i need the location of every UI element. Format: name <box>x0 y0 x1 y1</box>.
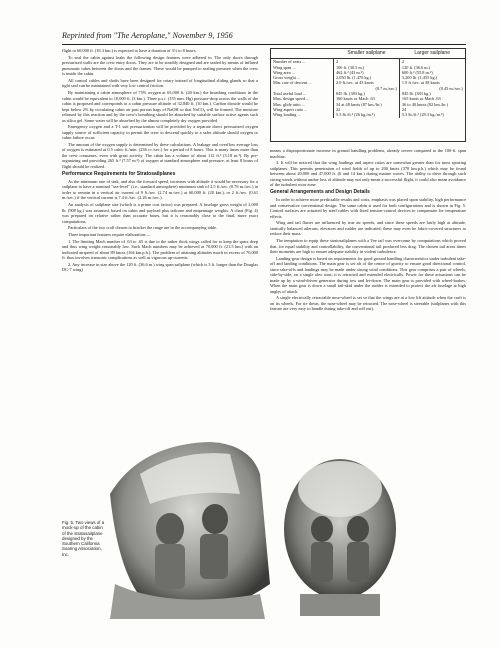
paragraph: 3. It will be noticed that the wing loadings and aspect ratios are somewhat greater than for most sporting sailplanes. This permits penetration of wind fields of up to 200 knots (370 km.p.h.) which may be found between about 20,000 and 47,000 ft. (6 and 14 km.) during mature waves. The ability to drive through such strong winds without undue loss of altitude may not only mean a successful flight, it could also mean avoidance of the turbulent rotor zone. <box>270 160 466 188</box>
table-header: Larger sailplane <box>399 49 465 59</box>
paragraph: An analysis of sailplane size (which is a prime cost factor) was prepared. A fuselage gross weight of 2,000 lb. (908 kg.) was assumed, based on cabin and payload plus tailcone and empennage weights. A chart (Fig. 4) was prepared on relative rather than accurate bases, but it is reasonably close to the final, more exact computations. <box>62 202 258 224</box>
paragraph: As the minimum rate of sink, and also the forward speed, increases with altitude it would be necessary for a sailplane to have a nominal "sea-level" (i.e., standard atmosphere) minimum sink of 2.5 ft./sec. (0.76 m./sec.) in order to remain in a vertical air current of 9 ft./sec. (2.74 m./sec.) at 60,000 ft. (20 km.), or 2 ft./sec. (0.61 m./sec.) if the vertical current is 7.4 ft./sec. (2.26 m./sec.). <box>62 178 258 201</box>
cabin-mockup-photos <box>100 434 400 624</box>
row-label: Max. glide ratio ... <box>273 101 305 107</box>
section-heading: Performance Requirements for Stratosailplanes <box>62 170 176 177</box>
paragraph: Three important features require elaboration:— <box>68 232 151 237</box>
left-column <box>62 48 258 274</box>
feature-list <box>62 239 258 273</box>
table-row <box>271 96 465 101</box>
row-label: Max. design speed ... <box>273 96 310 102</box>
figure-caption: Fig. 5. Two views of a mock-up of the cabin of the stratosailplane designed by the Southern California Soaring Association, Inc. <box>62 520 105 557</box>
table-cell: 2.0 ft./sec. at 43 knots <box>334 80 400 85</box>
header-rule <box>62 44 466 45</box>
table-cell: 34 at 48 knots (87 km./hr.) <box>334 102 400 107</box>
row-label: Wing span ... <box>273 64 296 70</box>
paragraph: In order to achieve more predictable results and costs, emphasis was placed upon stability, high performance and conservative conventional design. The same cabin is used for both configurations and is shown in Fig. 5. Control surfaces are actuated by steel cables with fixed tension-control devices to compensate for temperature effects. <box>270 197 466 219</box>
table-row <box>271 80 465 85</box>
table-cell: 845 lb. (383 kg.) <box>399 91 465 96</box>
row-label: Min. rate of descent ... <box>273 80 312 86</box>
table-cell: 462 ft.² (43 m.²) <box>334 70 400 75</box>
paragraph: Particulars of the two craft chosen to bracket the range are in the accompanying table. <box>68 225 218 231</box>
paragraph: To seal the cabin against leaks the following design features were adhered to. The only doors through pressurized walls are the crew entry doors. They are to be steadily designed and are sealed by means of inflated pneumatic tubes between the doors and the frames. These would be pumped to sealing pressure when the crew is inside the cabin. <box>62 54 258 77</box>
table-header: Smaller sailplane <box>334 49 400 59</box>
row-label: Number of seats ... <box>273 59 306 65</box>
list-item: 1. The limiting Mach number of .63 to .65 is due to the rather thick wings called for to keep the spars deep and thus wing weight reasonably low. Such Mach numbers may be achieved at 70,000 ft. (21.5 km.) with an indicated airspeed of about 89 knots (164 km.p.h.). The problem of attaining altitudes much in excess of 70,000 ft. thus involves transonic complications as well as vigorous up-currents. <box>62 238 258 261</box>
table-cell: 600 ft.² (55.8 m.²) <box>399 70 465 75</box>
photo-right <box>284 459 396 616</box>
paragraph: means a disproportionate increase in ground handling problems, already severe compared to the 100-ft. span machine. <box>270 148 466 159</box>
row-label: Wing aspect ratio ... <box>273 106 308 112</box>
table-cell: 3,200 lb. (1,455 kg.) <box>399 75 465 80</box>
table-cell: 100 ft. (30.5 m.) <box>334 65 400 70</box>
table-header <box>271 49 334 59</box>
row-label: Total useful load ... <box>273 91 307 97</box>
section-heading: General Arrangements and Design Details <box>270 189 370 196</box>
table-cell: 165 knots or Mach .63 <box>399 96 465 101</box>
table-cell: 5.3 lb./ft.² (29.3 kg./m.²) <box>399 112 465 117</box>
row-label: Gross weight ... <box>273 75 301 81</box>
table-cell: 2 <box>334 59 400 65</box>
list-item: 2. Any increase in size above the 120 ft. (36.6 m.) wing span sailplane (which is 3 ft. longer than the Douglas DC-7 wing) <box>62 261 258 273</box>
table-cell: 36 to 40 knots (82 km./hr.) <box>399 102 465 107</box>
table-cell: (0.45 m./sec.) <box>399 86 465 91</box>
paragraph: Wing and tail flutter are influenced by true air speeds, and since these speeds are fairly high at altitude, statically balanced ailerons, elevators and rudder are indicated; these may even be fabric-covered structures to reduce their mass. <box>270 220 466 237</box>
table-cell: 2 <box>399 59 465 65</box>
specifications-table <box>270 48 466 142</box>
row-label: Wing loading ... <box>273 112 301 118</box>
table-cell: 24 <box>399 107 465 112</box>
table-row <box>271 112 465 117</box>
table-cell: 120 ft. (36.6 m.) <box>399 65 465 70</box>
table-cell: (0.7 m./sec.) <box>334 86 400 91</box>
table-cell: 2,050 lb. (1,470 kg.) <box>334 75 400 80</box>
table-cell: 1.9 ft./sec. at 38 knots <box>399 80 465 85</box>
paragraph: A single electrically retractable nose-wheel is set so that the wings are at a low lift attitude when the craft is on its wheels. For tie down, the nose-wheel may be retracted. The nose-wheel is steerable (sailplanes with this feature are very easy to handle during take-off and roll out). <box>270 295 466 312</box>
table-cell: 160 knots or Mach .63 <box>334 96 400 101</box>
paragraph: Landing-gear design is based on requirements for good ground handling characteristics under turbulent take-off and landing conditions. The main gear is set aft of the centre of gravity to ensure good directional control, since take-offs and landings may be made under strong wind conditions. This gear comprises a pair of wheels, side-by-side, on a single oleo strut; it is retracted and extended electrically. Power for these actuations can be made up by a wind-driven generator during tow and let-down. The main gear is provided with wheel-brakes. When the main gear is down a small tail-skid under the rudder is extended to protect the aft fuselage at high angles of attack. <box>270 255 466 294</box>
table-cell: 5.3 lb./ft.² (26 kg./m.²) <box>334 112 400 117</box>
paragraph: Emergency oxygen and a T-1 suit pressurization will be provided by a separate direct pressurized oxygen supply source of sufficient capacity to permit the crew to descend quickly to a safer altitude should oxygen or cabin failure occur. <box>62 124 258 141</box>
right-column <box>270 148 466 313</box>
paragraph: All control cables and shafts have been designed for rotary instead of longitudinal sliding glands so that a tight seal can be maintained with very low control friction. <box>62 77 258 89</box>
paragraph: The amount of the oxygen supply is determined by these calculations. A leakage and overflow average loss of oxygen is estimated at 0.5 cubic ft./min. (236 cc./sec.) for a period of 8 hours. This is many times more than the crew consumes, even with great activity. The cabin has a volume of about 112 ft.³ (3.18 m.³). By pre-organizing and providing 265 ft.³ (7.57 m.³) of oxygen at standard atmosphere and pressure, at least 8 hours of flight should be realized. <box>62 141 258 169</box>
paragraph: By maintaining a cabin atmosphere of 75% oxygen at 65,000 ft. (20 km.) the breathing conditions in the cabin would be equivalent to 10,000 ft. (3 km.). Three p.s.i. (155 mm. Hg) pressure-drop across the walls of the cabin is proposed and corresponds to a cabin pressure altitude of 32,840 ft. (10 km.). Carbon dioxide would be kept below 2% by circulating cabin air past porous bags of NaOH so that NaCO₃ will be formed. The moisture released by this reaction and by the crew's breathing should be absorbed by suitable surface active agents such as silica gel. Some water will be absorbed by the almost completely dry oxygen provided. <box>62 90 258 123</box>
paragraph: flight to 60,000 ft. (18.3 km.) is expected to have a duration of 3½ to 8 hours. <box>62 48 197 53</box>
table-cell: 22 <box>334 107 400 112</box>
running-head: Reprinted from "The Aeroplane," November 9, 1956 <box>62 31 233 40</box>
row-label: Wing area ... <box>273 69 295 75</box>
paragraph: The temptation to equip these stratosailplanes with a Vee tail was overcome by computations which proved that, for equal stability and controllability, the conventional tail produced less drag. The chosen tail areas times their moments are high to ensure adequate stability in violent turbulence. <box>270 238 466 255</box>
photo-left <box>110 442 270 619</box>
table-cell: 845 lb. (383 kg.) <box>334 91 400 96</box>
